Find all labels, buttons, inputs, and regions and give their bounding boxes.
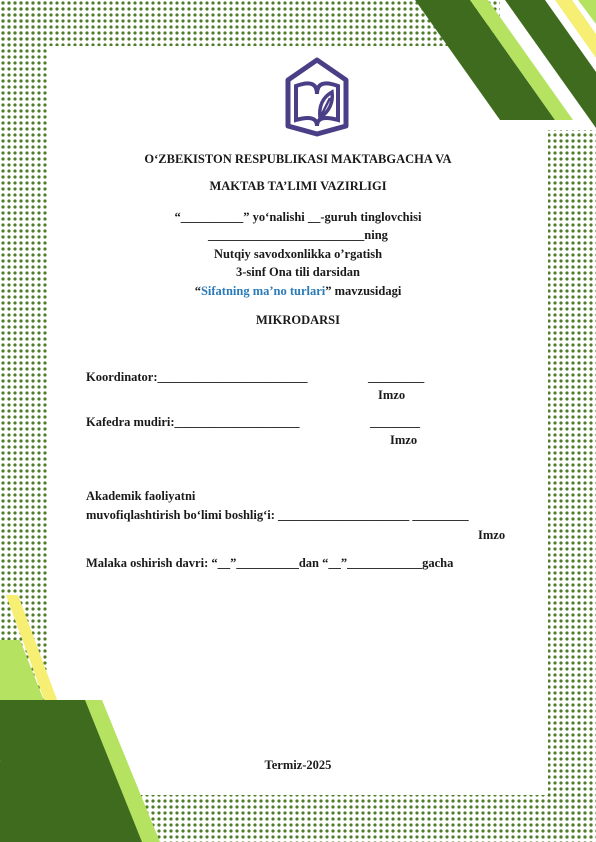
training-period-line: Malaka oshirish davri: “__”__________dan “__”____________gacha xyxy=(86,556,454,570)
department-head-label: Kafedra mudiri:____________________ xyxy=(86,415,300,429)
lesson-type: MIKRODARSI xyxy=(255,313,341,327)
academic-label-line1: Akademik faoliyatni xyxy=(86,489,196,503)
book-leaf-icon xyxy=(282,56,352,138)
topic-suffix: ” mavzusidagi xyxy=(325,284,402,298)
grade-line: 3-sinf Ona tili darsidan xyxy=(236,265,360,279)
ministry-title-line1: O‘ZBEKISTON RESPUBLIKASI MAKTABGACHA VA xyxy=(144,152,452,166)
student-name-line: _________________________ning xyxy=(208,228,388,242)
city-year: Termiz-2025 xyxy=(264,758,332,772)
topic-line xyxy=(0,284,596,299)
direction-line: “__________” yo‘nalishi __-guruh tinglovchisi xyxy=(174,210,422,224)
department-head-imzo: Imzo xyxy=(390,433,418,447)
ministry-title-line2: MAKTAB TA’LIMI VAZIRLIGI xyxy=(209,179,387,193)
coordinator-label: Koordinator:________________________ xyxy=(86,370,308,384)
topic-title: Sifatning ma’no turlari xyxy=(200,284,326,298)
department-head-signature: ________ xyxy=(370,415,420,429)
coordinator-imzo: Imzo xyxy=(378,388,406,402)
coordinator-signature: _________ xyxy=(368,370,425,384)
academic-label-line2: muvofiqlashtirish bo‘limi boshlig‘i: _____________________ _________ xyxy=(86,508,469,522)
dotted-frame-bottom xyxy=(140,795,596,842)
course-line: Nutqiy savodxonlikka o’rgatish xyxy=(213,247,383,261)
academic-imzo: Imzo xyxy=(478,528,506,542)
topic-prefix: “ xyxy=(194,284,201,298)
